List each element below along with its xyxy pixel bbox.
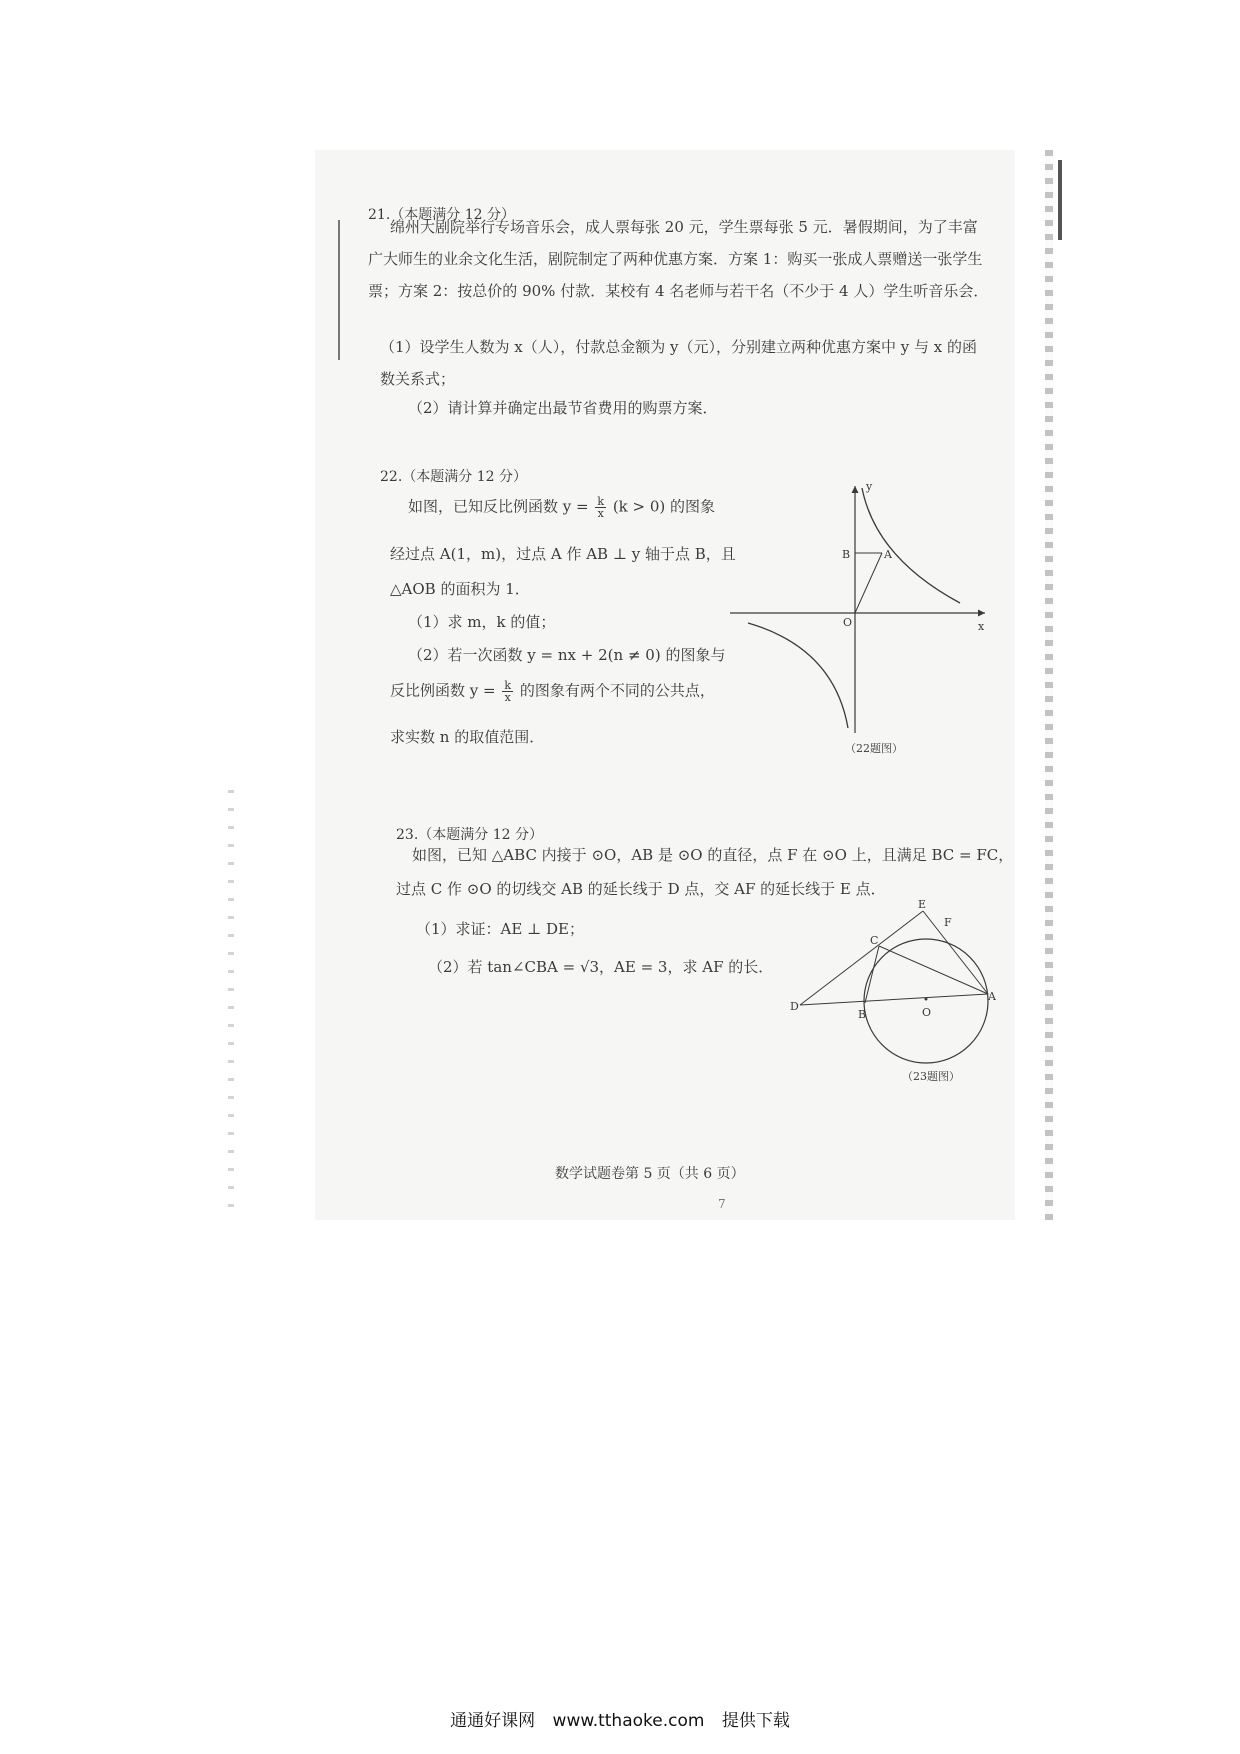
q22-line3: △AOB 的面积为 1． bbox=[390, 580, 530, 598]
label-d: D bbox=[790, 1000, 799, 1013]
q22-part3 bbox=[390, 680, 715, 703]
q21-part2: （2）请计算并确定出最节省费用的购票方案． bbox=[408, 399, 718, 417]
fraction-k-over-x bbox=[502, 680, 513, 703]
tangent-de bbox=[800, 911, 923, 1005]
q22-part1: （1）求 m，k 的值； bbox=[408, 613, 556, 631]
q22-line2: 经过点 A(1，m)，过点 A 作 AB ⊥ y 轴于点 B，且 bbox=[390, 545, 736, 563]
label-f: F bbox=[944, 916, 952, 929]
segment-oa bbox=[855, 553, 882, 613]
page-mark: 7 bbox=[718, 1197, 726, 1211]
q22-line1 bbox=[408, 496, 715, 519]
q21-part1a: （1）设学生人数为 x（人），付款总金额为 y（元），分别建立两种优惠方案中 y 与 x 的函 bbox=[380, 338, 978, 356]
q23-title: 23.（本题满分 12 分） bbox=[396, 827, 543, 843]
q21-line2: 广大师生的业余文化生活，剧院制定了两种优惠方案．方案 1：购买一张成人票赠送一张学生 bbox=[368, 250, 983, 268]
q21-line1: 绵州大剧院举行专场音乐会，成人票每张 20 元，学生票每张 5 元．暑假期间，为了丰富 bbox=[390, 218, 978, 236]
label-b: B bbox=[842, 548, 851, 561]
label-y: y bbox=[866, 480, 873, 493]
label-e: E bbox=[918, 898, 927, 911]
site-name: 通通好课网 bbox=[450, 1711, 536, 1731]
hyperbola-branch-q3 bbox=[748, 623, 848, 728]
q22-part4: 求实数 n 的取值范围． bbox=[390, 728, 545, 746]
q22-line1-suffix: (k > 0) 的图象 bbox=[612, 497, 716, 516]
figure-22-hyperbola bbox=[730, 478, 1000, 758]
line-da bbox=[800, 994, 988, 1005]
q23-line2: 过点 C 作 ⊙O 的切线交 AB 的延长线于 D 点，交 AF 的延长线于 E 点． bbox=[396, 880, 886, 898]
figure-23-circle bbox=[790, 896, 1000, 1086]
fraction-numerator: k bbox=[504, 679, 512, 692]
label-a: A bbox=[988, 990, 996, 1003]
q21-part1b: 数关系式； bbox=[380, 370, 456, 388]
q22-line1-prefix: 如图，已知反比例函数 y = bbox=[408, 497, 589, 516]
q21-title: 21.（本题满分 12 分） bbox=[368, 207, 515, 223]
chord-ca bbox=[879, 946, 988, 994]
site-text: 提供下载 bbox=[721, 1711, 790, 1731]
chord-cb bbox=[865, 946, 879, 1003]
label-o: O bbox=[922, 1006, 932, 1019]
q23-line1: 如图，已知 △ABC 内接于 ⊙O，AB 是 ⊙O 的直径，点 F 在 ⊙O 上，且满足 BC = FC， bbox=[412, 846, 1014, 864]
q22-title: 22.（本题满分 12 分） bbox=[380, 469, 527, 485]
q21-line3: 票；方案 2：按总价的 90% 付款．某校有 4 名老师与若干名（不少于 4 人）学生听音乐会． bbox=[368, 282, 989, 300]
line-ea bbox=[923, 911, 988, 994]
q23-part2: （2）若 tan∠CBA = √3，AE = 3，求 AF 的长． bbox=[428, 958, 774, 976]
site-url[interactable]: www.tthaoke.com bbox=[552, 1711, 705, 1731]
q22-part3-suffix: 的图象有两个不同的公共点， bbox=[519, 681, 715, 700]
center-point bbox=[925, 998, 928, 1001]
scan-artifact bbox=[1058, 160, 1062, 240]
label-c: C bbox=[870, 934, 879, 947]
label-origin: O bbox=[843, 616, 853, 629]
label-b: B bbox=[858, 1008, 867, 1021]
circle-o bbox=[864, 939, 988, 1063]
page-footer: 数学试题卷第 5 页（共 6 页） bbox=[555, 1166, 745, 1182]
fraction-denominator: x bbox=[597, 507, 604, 520]
label-x: x bbox=[978, 620, 985, 633]
figure-22-caption: （22题图） bbox=[845, 742, 903, 755]
fraction-k-over-x bbox=[595, 496, 606, 519]
site-footer bbox=[0, 1706, 1240, 1731]
q22-part3-prefix: 反比例函数 y = bbox=[390, 681, 496, 700]
scan-artifact bbox=[338, 220, 340, 360]
scan-artifact bbox=[228, 790, 234, 1210]
hyperbola-branch-q1 bbox=[862, 488, 960, 603]
scan-artifact bbox=[1045, 150, 1053, 1220]
q22-part2: （2）若一次函数 y = nx + 2(n ≠ 0) 的图象与 bbox=[408, 646, 726, 664]
fraction-numerator: k bbox=[597, 495, 605, 508]
q23-part1: （1）求证：AE ⊥ DE； bbox=[416, 920, 584, 938]
label-a: A bbox=[884, 548, 892, 561]
figure-23-caption: （23题图） bbox=[902, 1070, 960, 1083]
fraction-denominator: x bbox=[504, 691, 511, 704]
